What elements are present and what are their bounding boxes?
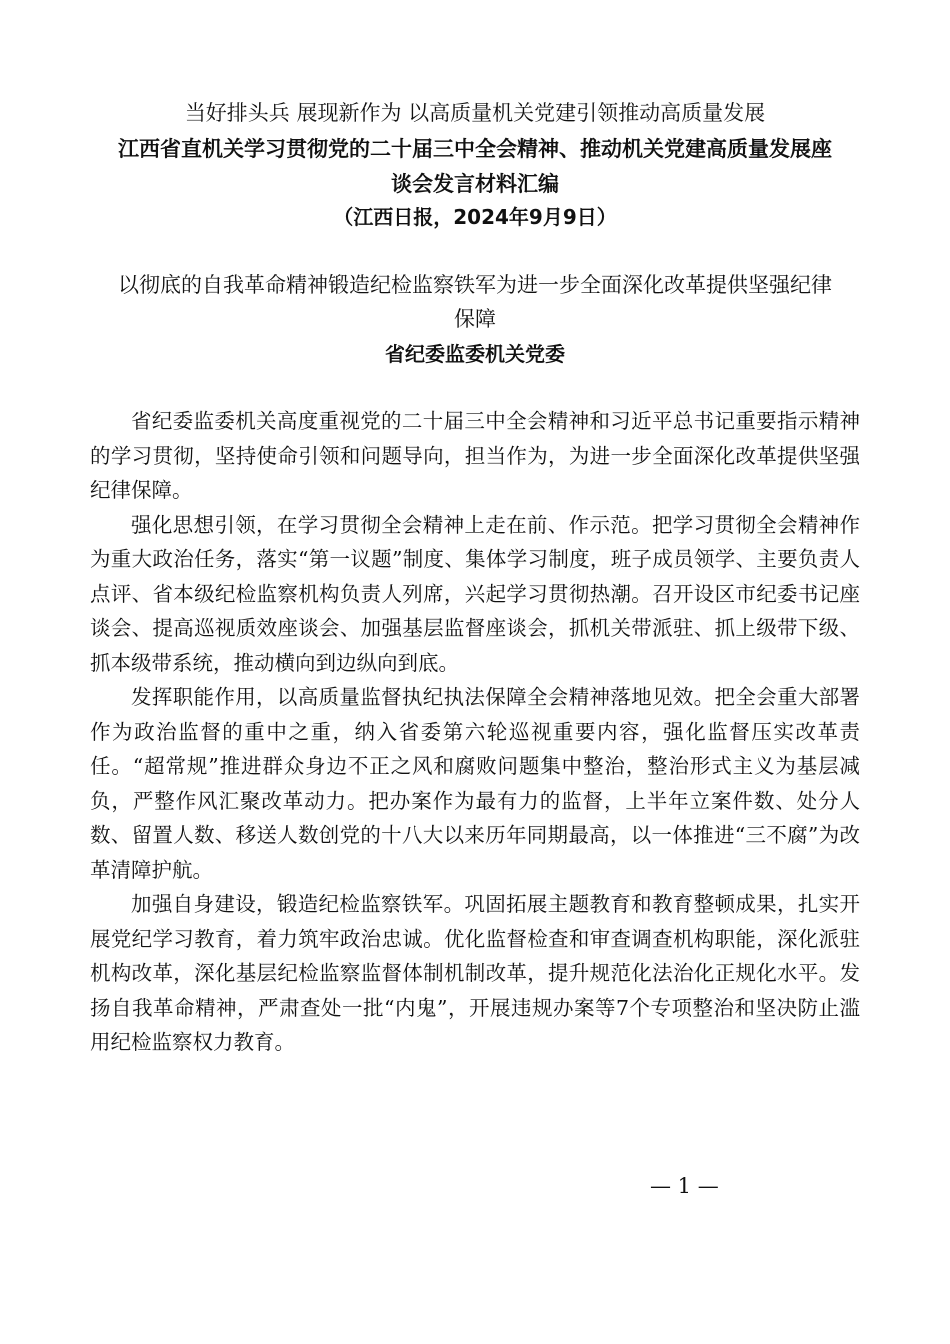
article-body: [90, 404, 860, 1060]
paragraph-function-role: 发挥职能作用，以高质量监督执纪执法保障全会精神落地见效。把全会重大部署作为政治监督的重中之重，纳入省委第六轮巡视重要内容，强化监督压实改革责任。“超常规”推进群众身边不正之风和腐败问题集中整治，整治形式主义为基层减负，严整作风汇聚改革动力。把办案作为最有力的监督，上半年立案件数、处分人数、留置人数、移送人数创党的十八大以来历年同期最高，以一体推进“三不腐”为改革清障护航。: [90, 685, 860, 882]
article-author: 省纪委监委机关党委: [385, 342, 565, 366]
article-title-line-2: 保障: [454, 307, 496, 331]
paragraph-intro: 省纪委监委机关高度重视党的二十届三中全会精神和习近平总书记重要指示精神的学习贯彻，坚持使命引领和问题导向，担当作为，为进一步全面深化改革提供坚强纪律保障。: [90, 409, 860, 502]
main-title: 当好排头兵 展现新作为 以高质量机关党建引领推动高质量发展: [184, 101, 766, 125]
page-number: — 1 —: [650, 1174, 719, 1198]
paragraph-thought-guidance: 强化思想引领，在学习贯彻全会精神上走在前、作示范。把学习贯彻全会精神作为重大政治任务，落实“第一议题”制度、集体学习制度，班子成员领学、主要负责人点评、省本级纪检监察机构负责人列席，兴起学习贯彻热潮。召开设区市纪委书记座谈会、提高巡视质效座谈会、加强基层监督座谈会，抓机关带派驻、抓上级带下级、抓本级带系统，推动横向到边纵向到底。: [90, 512, 860, 675]
subtitle-line-1: 江西省直机关学习贯彻党的二十届三中全会精神、推动机关党建高质量发展座: [118, 137, 832, 161]
subtitle-line-2: 谈会发言材料汇编: [391, 172, 559, 196]
article-title-line-1: 以彻底的自我革命精神锻造纪检监察铁军为进一步全面深化改革提供坚强纪律: [118, 273, 832, 297]
paragraph-self-building: 加强自身建设，锻造纪检监察铁军。巩固拓展主题教育和教育整顿成果，扎实开展党纪学习教育，着力筑牢政治忠诚。优化监督检查和审查调查机构职能，深化派驻机构改革，深化基层纪检监察监督体制机制改革，提升规范化法治化正规化水平。发扬自我革命精神，严肃查处一批“内鬼”，开展违规办案等7个专项整治和坚决防止滥用纪检监察权力教育。: [90, 892, 860, 1054]
source-line: （江西日报，2024年9月9日）: [333, 205, 617, 229]
